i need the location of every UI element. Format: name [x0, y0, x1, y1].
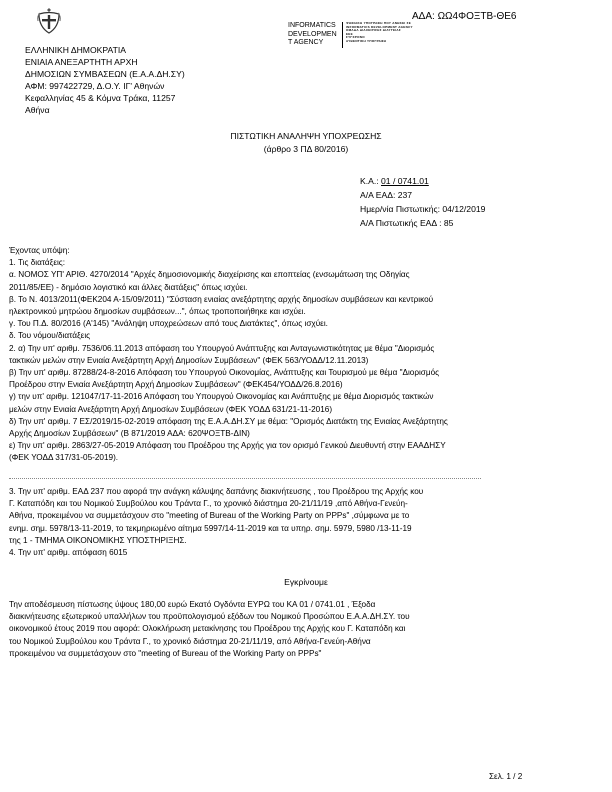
- authority-line: ΕΝΙΑΙΑ ΑΝΕΞΑΡΤΗΤΗ ΑΡΧΗ: [25, 57, 138, 67]
- body-line: δ. Του νόμου/διατάξεις: [9, 331, 91, 341]
- document-title: ΠΙΣΤΩΤΙΚΗ ΑΝΑΛΗΨΗ ΥΠΟΧΡΕΩΣΗΣ: [230, 131, 382, 141]
- approval-line: Την αποδέσμευση πίστωσης ύψους 180,00 ευρώ Εκατό Ογδόντα ΕΥΡΩ του ΚΑ 01 / 0741.01 , Έξοδα: [9, 600, 376, 609]
- coat-of-arms-icon: [36, 7, 62, 35]
- body-line: γ) την υπ' αριθμ. 121047/17-11-2016 Απόφαση του Υπουργού Οικονομίας και Ανάπτυξης με θέμα Διορισμός τακτικών: [9, 392, 434, 402]
- authority-block: [25, 44, 185, 116]
- body-line: β) Την υπ' αριθμ. 87288/24-8-2016 Απόφαση του Υπουργού Οικονομίας, Ανάπτυξης και Τουρισμού με θέμα "Διορισμός: [9, 368, 440, 378]
- body-line: δ) Την υπ' αριθμ. 7 ΕΣ/2019/15-02-2019 απόφαση της Ε.Α.Α.ΔΗ.ΣΥ με θέμα: "Ορισμός Διατάκτη της Ενιαίας Ανεξάρτητης: [9, 416, 448, 426]
- body-line: β. Το Ν. 4013/2011(ΦΕΚ204 Α-15/09/2011) "Σύσταση ενιαίας ανεξάρτητης αρχής δημοσίων συμβάσεων και κεντρικού: [9, 294, 434, 304]
- section-line: ενημ. σημ. 5978/13-11-2019, το τεκμηριωμένο αίτημα 5997/14-11-2019 και τα υπηρ. σημ. 5979, 5980 /13-11-19: [9, 523, 412, 533]
- body-line: 2011/85/ΕΕ) - δημόσιο λογιστικό και άλλες διατάξεις" όπως ισχύει.: [9, 282, 248, 292]
- informatics-logo: INFORMATICS DEVELOPMEN T AGENCY: [288, 22, 337, 46]
- body-line: Αρχής Δημοσίων Συμβάσεων" (Β 871/2019 ΑΔΑ: 620ΨΟΞΤΒ-ΔΙΝ): [9, 429, 250, 439]
- body-line: μελών στην Ενιαία Ανεξάρτητη Αρχή Δημοσίων Συμβάσεων (ΦΕΚ ΥΟΔΔ 631/21-11-2016): [9, 404, 333, 414]
- body-line: Έχοντας υπόψη:: [9, 246, 70, 255]
- authority-line: Κεφαλληνίας 45 & Κόμνα Τράκα, 11257: [25, 93, 176, 103]
- body-line: (ΦΕΚ ΥΟΔΔ 317/31-05-2019).: [9, 453, 119, 463]
- body-line: τακτικών μελών στην Ενιαία Ανεξάρτητη Αρχή Δημοσίων Συμβάσεων" (ΦΕΚ 563/ΥΟΔΔ/12.11.2013): [9, 355, 369, 365]
- body-line: ε) Την υπ' αριθμ. 2863/27-05-2019 Απόφαση του Προέδρου της Αρχής για τον ορισμό Γενικού Διευθυντή στην ΕΑΑΔΗΣΥ: [9, 441, 446, 451]
- approval-line: οικονομικού έτους 2019 που αφορά: Ολοκλήρωση μετακίνησης του Προέδρου της Αρχής κου Γ. Καταπόδη και: [9, 624, 406, 634]
- body-line: α. ΝΟΜΟΣ ΥΠ' ΑΡΙΘ. 4270/2014 "Αρχές δημοσιονομικής διαχείρισης και εποπτείας (ενσωμάτωση της Οδηγίας: [9, 270, 410, 280]
- section-line: της 1 - ΤΜΗΜΑ ΟΙΚΟΝΟΜΙΚΗΣ ΥΠΟΣΤΗΡΙΞΗΣ.: [9, 535, 187, 545]
- approval-block: [9, 599, 410, 660]
- body-line: Προέδρου στην Ενιαία Ανεξάρτητη Αρχή Δημοσίων Συμβάσεων" (ΦΕΚ454/ΥΟΔΔ/26.8.2016): [9, 380, 343, 390]
- authority-line: ΑΦΜ: 997422729, Δ.Ο.Υ. ΙΓ' Αθηνών: [25, 81, 165, 91]
- ka-line: Α/Α ΕΑΔ: 237: [360, 190, 413, 200]
- body-line: γ. Του Π.Δ. 80/2016 (Α'145) "Ανάληψη υποχρεώσεων από τους Διατάκτες", όπως ισχύει.: [9, 319, 328, 329]
- body-line: 1. Τις διατάξεις:: [9, 258, 66, 268]
- approval-line: διακινήτευσης εξωτερικού υπαλλήλων του προϋπολογισμού εξόδων του Νομικού Προσώπου Ε.Α.Α.ΔΗ.ΣΥ. του: [9, 612, 410, 622]
- ka-block: [360, 174, 485, 230]
- section-divider: [9, 478, 481, 479]
- authority-line: ΕΛΛΗΝΙΚΗ ΔΗΜΟΚΡΑΤΙΑ: [25, 45, 126, 55]
- ka-line: Α/Α Πιστωτικής ΕΑΔ : 85: [360, 218, 454, 228]
- approval-line: προκειμένου να συμμετάσχουν στο "meeting of Bureau of the Working Party on PPPs": [9, 648, 322, 658]
- page-number: Σελ. 1 / 2: [489, 772, 523, 781]
- section-line: Γ. Καταπόδη και του Νομικού Συμβούλου κου Τράντα Γ., το χρονικό διάστημα 20-21/11/19 ,από Αθήνα-Γενεύη-: [9, 499, 408, 509]
- section-line: 3. Την υπ' αριθμ. ΕΑΔ 237 που αφορά την ανάγκη κάλυψης δαπάνης διακινήτευσης , του Προέδρου της Αρχής κου: [9, 487, 424, 496]
- ka-label: Κ.Α.:: [360, 176, 382, 186]
- ka-value: 01 / 0741.01: [381, 176, 429, 186]
- section-3-block: [9, 486, 423, 559]
- ka-line: Ημερ/νία Πιστωτικής: 04/12/2019: [360, 204, 486, 214]
- section-line: Αθήνα, προκειμένου να συμμετάσχουν στο "meeting of Bureau of the Working Party on PPPs" ,σύμφωνα με το: [9, 511, 410, 521]
- ada-code: ΑΔΑ: ΩΩ4ΦΟΞΤΒ-ΘΕ6: [412, 11, 517, 22]
- informatics-small-text: ΨΗΦΙΑΚΗ ΥΠΟΓΡΑΦΗ ΠΟΥ ΑΝΗΚΕΙ ΣΕ INFORMATICS DEVELOPMENT AGENCY ΟΜΑΔΑ ΔΙΑΧΕΙΡΙΣΗΣ ΔΙΑΥΓΕΙΑΣ ΕΕΕ ΣΥΓΧΡΟΝΟ ΑΥΘΕΝΤΙΚΗ ΥΠΟΓΡΑΦΗ: [346, 21, 413, 43]
- document-subtitle: (άρθρο 3 ΠΔ 80/2016): [263, 144, 349, 154]
- section-line: 4. Την υπ' αριθμ. απόφαση 6015: [9, 548, 128, 558]
- approval-line: του Νομικού Συμβούλου κου Τράντα Γ., το χρονικό διάστημα 20-21/11/19, από Αθήνα-Γενεύη-Αθήνα: [9, 636, 371, 646]
- logo-divider: [342, 22, 343, 48]
- body-line: ηλεκτρονικού μητρώου δημοσίων συμβάσεων...", όπως τροποποιήθηκε και ισχύει.: [9, 307, 306, 317]
- authority-line: Αθήνα: [25, 105, 50, 115]
- approve-heading: Εγκρίνουμε: [284, 577, 328, 587]
- body-line: 2. α) Την υπ' αριθμ. 7536/06.11.2013 απόφαση του Υπουργού Ανάπτυξης και Ανταγωνιστικότητας με θέμα "Διορισμός: [9, 343, 435, 353]
- considerations-block: [9, 245, 448, 465]
- authority-line: ΔΗΜΟΣΙΩΝ ΣΥΜΒΑΣΕΩΝ (Ε.Α.Α.ΔΗ.ΣΥ): [25, 69, 185, 79]
